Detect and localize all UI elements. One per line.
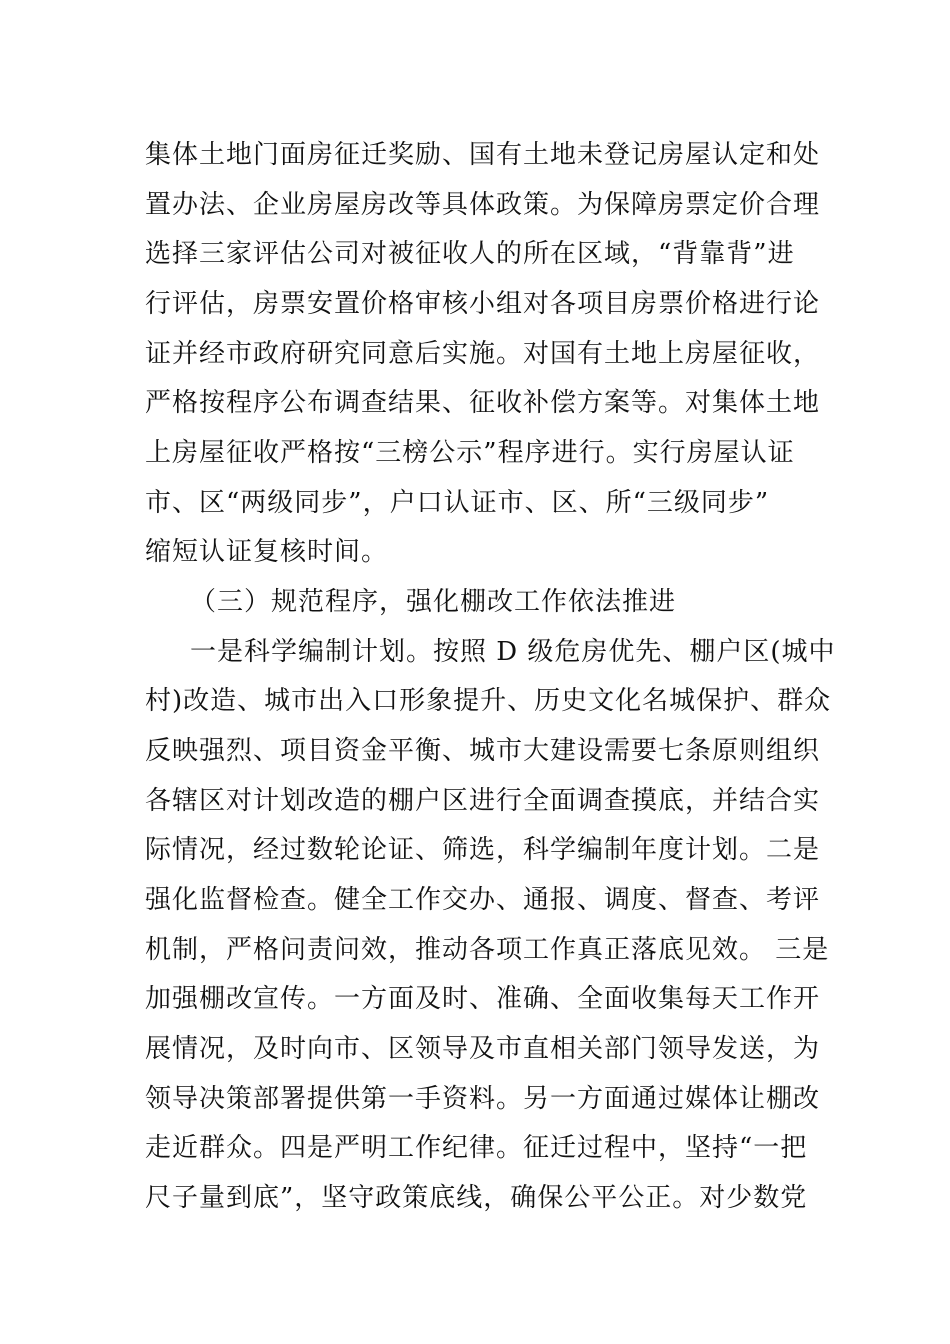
text-line: 加强棚改宣传。一方面及时、准确、全面收集每天工作开 (145, 984, 821, 1014)
text-line: 各辖区对计划改造的棚户区进行全面调查摸底，并结合实 (145, 786, 821, 816)
text-line: 反映强烈、项目资金平衡、城市大建设需要七条原则组织 (145, 736, 821, 766)
text-line: 缩短认证复核时间。 (145, 537, 389, 567)
text-line: 走近群众。四是严明工作纪律。征迁过程中，坚持“一把 (145, 1133, 808, 1163)
text-line: 上房屋征收严格按“三榜公示”程序进行。实行房屋认证 (145, 438, 795, 468)
text-line: 展情况，及时向市、区领导及市直相关部门领导发送，为 (145, 1034, 821, 1064)
text-line: 村)改造、城市出入口形象提升、历史文化名城保护、群众 (145, 686, 832, 716)
text-line: 集体土地门面房征迁奖励、国有土地未登记房屋认定和处 (145, 140, 821, 170)
text-line: 行评估，房票安置价格审核小组对各项目房票价格进行论 (145, 289, 821, 319)
text-line: 领导决策部署提供第一手资料。另一方面通过媒体让棚改 (145, 1084, 821, 1114)
text-line: 置办法、企业房屋房改等具体政策。为保障房票定价合理 (145, 190, 821, 220)
text-line: 证并经市政府研究同意后实施。对国有土地上房屋征收， (145, 339, 821, 369)
text-line: 市、区“两级同步”，户口认证市、区、所“三级同步” (145, 488, 770, 518)
text-line: 尺子量到底”，坚守政策底线，确保公平公正。对少数党 (145, 1183, 808, 1213)
text-line: 选择三家评估公司对被征收人的所在区域，“背靠背”进 (145, 239, 795, 269)
text-line: 强化监督检查。健全工作交办、通报、调度、督查、考评 (145, 885, 821, 915)
section-heading: （三）规范程序，强化棚改工作依法推进 (190, 587, 677, 617)
text-line: 严格按程序公布调查结果、征收补偿方案等。对集体土地 (145, 388, 821, 418)
text-line: 际情况，经过数轮论证、筛选，科学编制年度计划。二是 (145, 835, 821, 865)
text-line: 机制，严格问责问效，推动各项工作真正落底见效。 三是 (145, 935, 830, 965)
text-line: 一是科学编制计划。按照 D 级危房优先、棚户区(城中 (190, 637, 836, 667)
